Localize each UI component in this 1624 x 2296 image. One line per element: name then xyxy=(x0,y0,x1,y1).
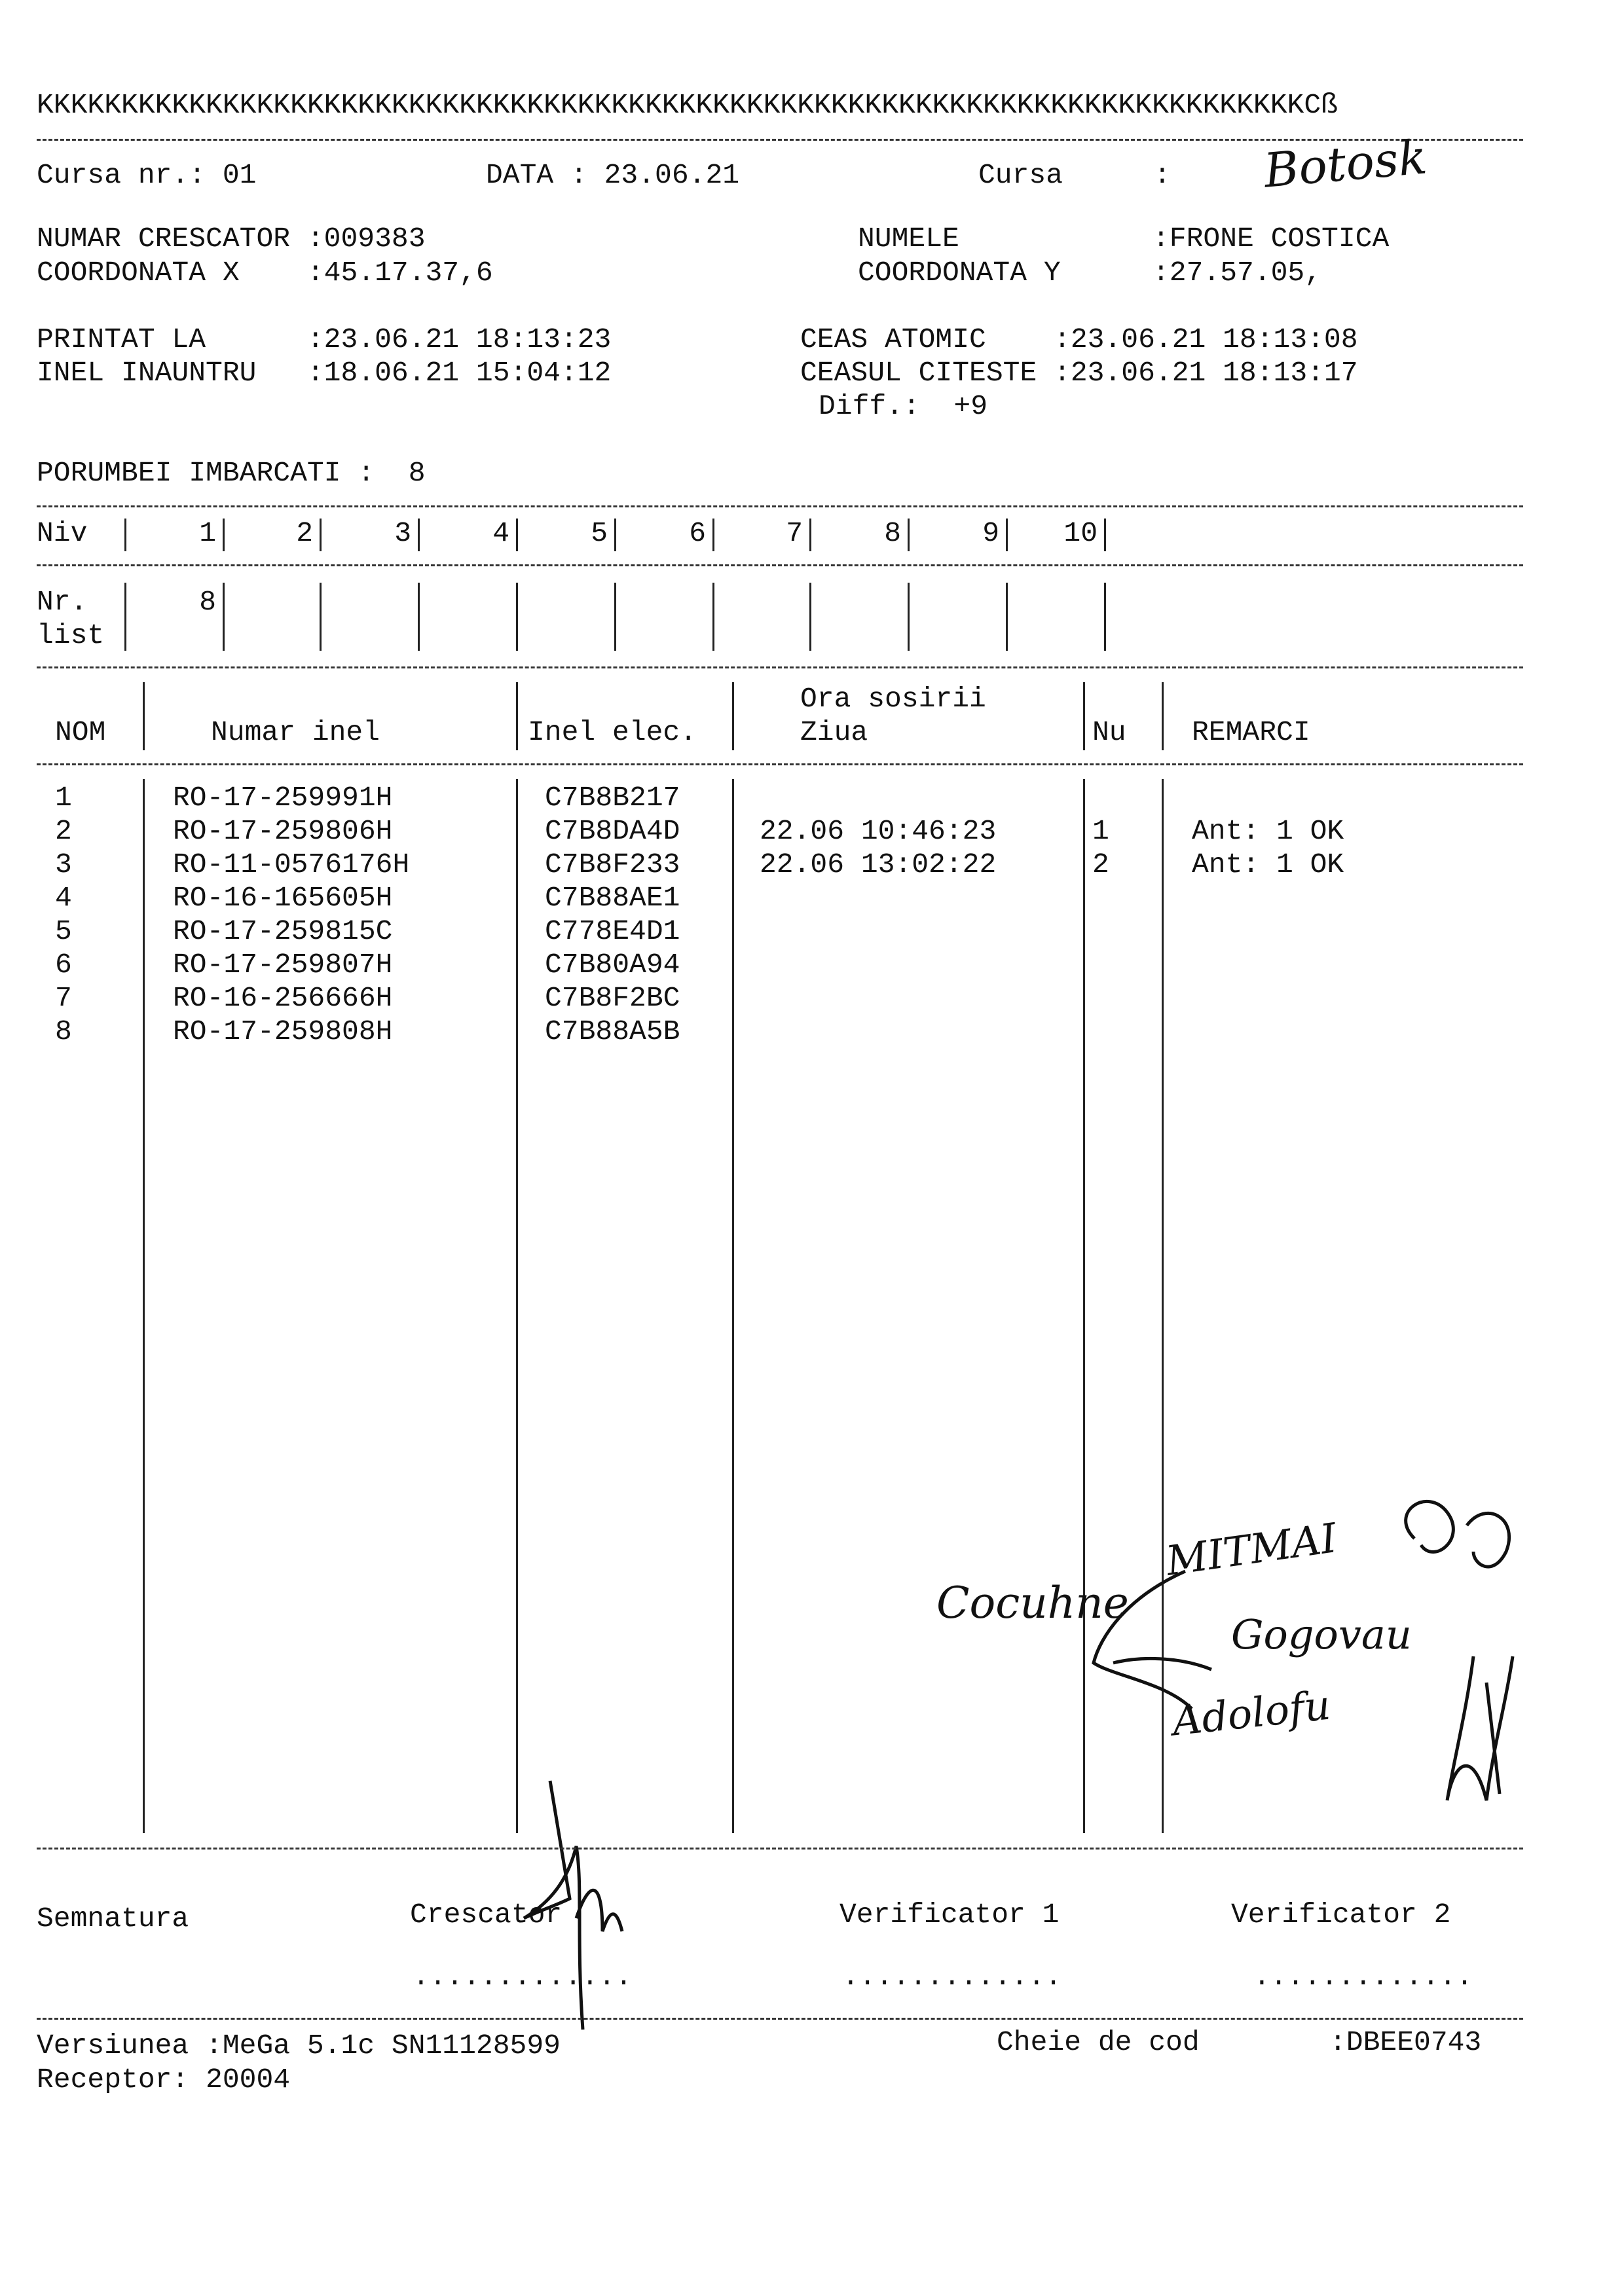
column-rule xyxy=(1162,682,1164,750)
handwritten-note-left: Cocuhne xyxy=(936,1578,1129,1628)
row-nom: 6 xyxy=(55,949,72,981)
header-ring: Numar inel xyxy=(211,716,380,748)
level-separator xyxy=(124,519,126,551)
software-version: Versiunea :MeGa 5.1c SN11128599 xyxy=(37,2030,561,2062)
column-rule xyxy=(1083,779,1085,1833)
row-arrival-time: 22.06 13:02:22 xyxy=(760,848,997,881)
list-label: list xyxy=(37,619,105,651)
level-separator xyxy=(418,519,420,551)
row-nom: 2 xyxy=(55,815,72,847)
level-separator xyxy=(124,583,126,651)
column-rule xyxy=(732,682,734,750)
course-label: Cursa xyxy=(978,159,1063,191)
row-nom: 4 xyxy=(55,882,72,914)
coord-x: COORDONATA X :45.17.37,6 xyxy=(37,257,493,289)
column-rule xyxy=(1083,682,1085,750)
row-electronic-ring: C7B80A94 xyxy=(545,949,680,981)
row-arrival-time: 22.06 10:46:23 xyxy=(760,815,997,847)
column-rule xyxy=(143,779,145,1833)
level-number: 4 xyxy=(492,517,509,549)
row-nom: 1 xyxy=(55,782,72,814)
level-number: 1 xyxy=(199,517,216,549)
row-ring-number: RO-16-165605H xyxy=(173,882,393,914)
verifier-2-dots: ............. xyxy=(1253,1961,1473,1993)
ring-in: INEL INAUNTRU :18.06.21 15:04:12 xyxy=(37,357,612,389)
column-rule xyxy=(516,779,518,1833)
row-electronic-ring: C7B8DA4D xyxy=(545,815,680,847)
handwritten-note-line-3: Adolofu xyxy=(1170,1681,1333,1745)
printed-at: PRINTAT LA :23.06.21 18:13:23 xyxy=(37,323,612,355)
handwritten-note-line-1: MITMAI xyxy=(1163,1514,1340,1585)
level-separator xyxy=(908,519,910,551)
level-separator xyxy=(1006,583,1008,651)
row-nu: 2 xyxy=(1092,848,1109,881)
row-remark: Ant: 1 OK xyxy=(1192,848,1344,881)
row-electronic-ring: C7B88AE1 xyxy=(545,882,680,914)
row-electronic-ring: C7B8F2BC xyxy=(545,982,680,1014)
niv-label: Niv xyxy=(37,517,88,549)
row-nom: 8 xyxy=(55,1015,72,1048)
row-electronic-ring: C7B8B217 xyxy=(545,782,680,814)
atomic-clock: CEAS ATOMIC :23.06.21 18:13:08 xyxy=(800,323,1358,355)
level-separator xyxy=(614,583,616,651)
level-separator xyxy=(223,519,225,551)
breeder-number: NUMAR CRESCATOR :009383 xyxy=(37,223,426,255)
row-ring-number: RO-17-259806H xyxy=(173,815,393,847)
pigeons-embarked: PORUMBEI IMBARCATI : 8 xyxy=(37,457,426,489)
divider xyxy=(37,1848,1523,1850)
level-number: 6 xyxy=(689,517,706,549)
level-separator xyxy=(1006,519,1008,551)
race-number: Cursa nr.: 01 xyxy=(37,159,257,191)
breeder-dots: ............. xyxy=(413,1961,633,1993)
header-arrival: Ora sosirii xyxy=(800,683,986,715)
level-number: 8 xyxy=(884,517,901,549)
level-number: 7 xyxy=(786,517,803,549)
coord-y-value: :27.57.05, xyxy=(1153,257,1322,289)
race-date: DATA : 23.06.21 xyxy=(486,159,740,191)
row-ring-number: RO-17-259991H xyxy=(173,782,393,814)
course-colon: : xyxy=(1154,159,1171,191)
level-separator xyxy=(614,519,616,551)
level-number: 3 xyxy=(394,517,411,549)
header-elec: Inel elec. xyxy=(528,716,697,748)
level-separator xyxy=(712,583,714,651)
divider xyxy=(37,505,1523,507)
header-nu: Nu xyxy=(1092,716,1126,748)
level-number: 5 xyxy=(591,517,608,549)
row-ring-number: RO-17-259808H xyxy=(173,1015,393,1048)
level-separator xyxy=(516,519,518,551)
level-separator xyxy=(1104,519,1106,551)
level-separator xyxy=(320,583,322,651)
code-key-label: Cheie de cod xyxy=(997,2026,1200,2058)
coord-y-label: COORDONATA Y xyxy=(858,257,1061,289)
column-rule xyxy=(732,779,734,1833)
clock-diff: Diff.: +9 xyxy=(819,390,988,422)
level-separator xyxy=(1104,583,1106,651)
header-remarks: REMARCI xyxy=(1192,716,1310,748)
handwritten-note-line-2: Gogovau xyxy=(1231,1611,1412,1658)
level-separator xyxy=(809,583,811,651)
row-nom: 5 xyxy=(55,915,72,947)
column-rule xyxy=(516,682,518,750)
row-ring-number: RO-16-256666H xyxy=(173,982,393,1014)
level-number: 2 xyxy=(296,517,313,549)
divider xyxy=(37,2018,1523,2020)
column-rule xyxy=(143,682,145,750)
header-code: KKKKKKKKKKKKKKKKKKKKKKKKKKKKKKKKKKKKKKKKKKKKKKKKKKKKKKKKKKKKKKKKKKKKKKKKKKKCß xyxy=(37,89,1338,121)
level-list-count: 8 xyxy=(199,586,216,618)
level-separator xyxy=(418,583,420,651)
signature-scribble-right xyxy=(1375,1486,1545,1827)
clock-reads: CEASUL CITESTE :23.06.21 18:13:17 xyxy=(800,357,1358,389)
receiver: Receptor: 20004 xyxy=(37,2064,291,2096)
row-electronic-ring: C7B88A5B xyxy=(545,1015,680,1048)
level-separator xyxy=(712,519,714,551)
nr-label: Nr. xyxy=(37,586,88,618)
level-separator xyxy=(223,583,225,651)
level-number: 10 xyxy=(1063,517,1098,549)
row-ring-number: RO-17-259807H xyxy=(173,949,393,981)
row-electronic-ring: C778E4D1 xyxy=(545,915,680,947)
verifier-1-label: Verificator 1 xyxy=(840,1899,1060,1931)
level-separator xyxy=(908,583,910,651)
level-number: 9 xyxy=(982,517,999,549)
signature-brace xyxy=(1087,1558,1218,1741)
header-day: Ziua xyxy=(800,716,868,748)
code-key-value: :DBEE0743 xyxy=(1329,2026,1482,2058)
divider xyxy=(37,666,1523,668)
row-ring-number: RO-11-0576176H xyxy=(173,848,410,881)
level-separator xyxy=(809,519,811,551)
row-nu: 1 xyxy=(1092,815,1109,847)
name-label: NUMELE xyxy=(858,223,959,255)
divider xyxy=(37,763,1523,765)
header-nom: NOM xyxy=(55,716,106,748)
verifier-1-dots: ............. xyxy=(842,1961,1062,1993)
signature-label: Semnatura xyxy=(37,1903,189,1935)
row-remark: Ant: 1 OK xyxy=(1192,815,1344,847)
level-separator xyxy=(320,519,322,551)
row-ring-number: RO-17-259815C xyxy=(173,915,393,947)
breeder-label: Crescator xyxy=(410,1899,563,1931)
verifier-2-label: Verificator 2 xyxy=(1231,1899,1451,1931)
row-nom: 7 xyxy=(55,982,72,1014)
course-name-handwritten: Botosk xyxy=(1261,129,1430,198)
row-nom: 3 xyxy=(55,848,72,881)
row-electronic-ring: C7B8F233 xyxy=(545,848,680,881)
divider xyxy=(37,564,1523,566)
name-value: :FRONE COSTICA xyxy=(1153,223,1390,255)
level-separator xyxy=(516,583,518,651)
